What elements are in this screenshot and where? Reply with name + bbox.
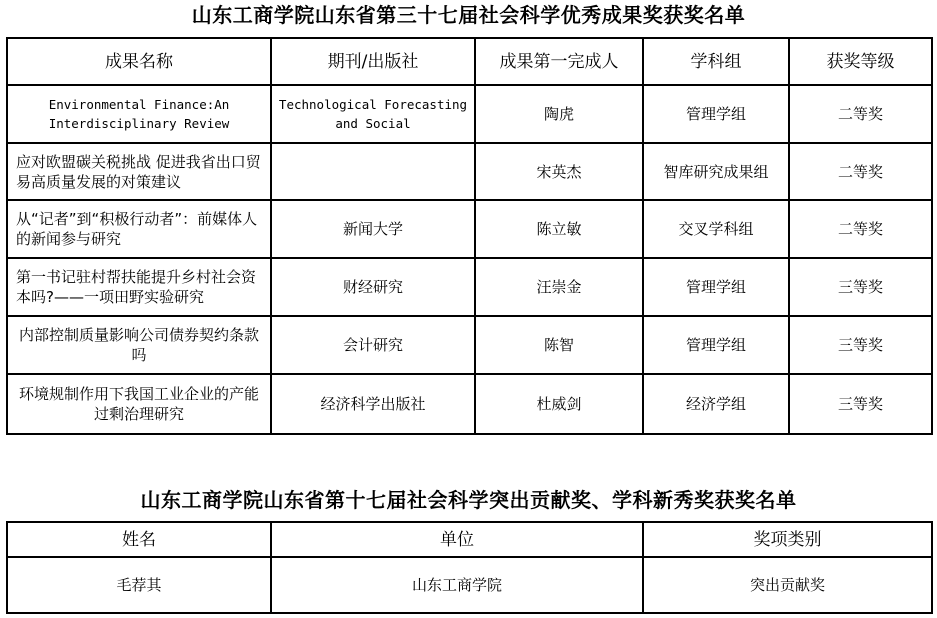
first-author-cell: 汪崇金 <box>475 258 643 316</box>
subject-group-cell: 管理学组 <box>643 316 789 374</box>
award-level-cell: 二等奖 <box>789 200 932 258</box>
table-row <box>7 200 932 258</box>
first-author-cell: 陈立敏 <box>475 200 643 258</box>
publisher-cell <box>271 143 475 200</box>
subject-group-cell: 交叉学科组 <box>643 200 789 258</box>
table-row <box>7 258 932 316</box>
table-header-row <box>7 522 932 557</box>
subject-group-cell: 经济学组 <box>643 374 789 434</box>
unit-cell: 山东工商学院 <box>271 557 643 613</box>
award-category-cell: 突出贡献奖 <box>643 557 932 613</box>
publisher-cell: 经济科学出版社 <box>271 374 475 434</box>
award-level-cell: 二等奖 <box>789 85 932 143</box>
result-name-cell: 内部控制质量影响公司债券契约条款吗 <box>7 316 271 374</box>
result-name-cell: 第一书记驻村帮扶能提升乡村社会资本吗?——一项田野实验研究 <box>7 258 271 316</box>
table-row <box>7 374 932 434</box>
table-row <box>7 143 932 200</box>
award-level-cell: 三等奖 <box>789 258 932 316</box>
person-name-cell: 毛荐其 <box>7 557 271 613</box>
subject-group-cell: 管理学组 <box>643 258 789 316</box>
column-header-unit: 单位 <box>271 522 643 557</box>
table-row <box>7 85 932 143</box>
table-row <box>7 557 932 613</box>
column-header-award-level: 获奖等级 <box>789 38 932 85</box>
subject-group-cell: 管理学组 <box>643 85 789 143</box>
result-name-cell: 应对欧盟碳关税挑战 促进我省出口贸易高质量发展的对策建议 <box>7 143 271 200</box>
result-name-cell: 从“记者”到“积极行动者”：前媒体人的新闻参与研究 <box>7 200 271 258</box>
award-level-cell: 二等奖 <box>789 143 932 200</box>
publisher-cell: 新闻大学 <box>271 200 475 258</box>
award-list-title-social-science-outstanding-results: 山东工商学院山东省第三十七届社会科学优秀成果奖获奖名单 <box>191 3 746 27</box>
column-header-award-category: 奖项类别 <box>643 522 932 557</box>
column-header-subject-group: 学科组 <box>643 38 789 85</box>
column-header-result-name: 成果名称 <box>7 38 271 85</box>
table-row <box>7 316 932 374</box>
contribution-award-table <box>6 521 933 614</box>
subject-group-cell: 智库研究成果组 <box>643 143 789 200</box>
first-author-cell: 陈智 <box>475 316 643 374</box>
first-author-cell: 杜威剑 <box>475 374 643 434</box>
outstanding-results-award-table <box>6 37 933 435</box>
publisher-cell: 会计研究 <box>271 316 475 374</box>
first-author-cell: 陶虎 <box>475 85 643 143</box>
first-author-cell: 宋英杰 <box>475 143 643 200</box>
column-header-first-author: 成果第一完成人 <box>475 38 643 85</box>
result-name-cell: 环境规制作用下我国工业企业的产能过剩治理研究 <box>7 374 271 434</box>
column-header-name: 姓名 <box>7 522 271 557</box>
column-header-publisher: 期刊/出版社 <box>271 38 475 85</box>
award-list-title-contribution-and-newcomer: 山东工商学院山东省第十七届社会科学突出贡献奖、学科新秀奖获奖名单 <box>140 488 797 512</box>
award-level-cell: 三等奖 <box>789 316 932 374</box>
result-name-cell: Environmental Finance:An Interdisciplinary Review <box>7 85 271 143</box>
publisher-cell: Technological Forecasting and Social <box>271 85 475 143</box>
publisher-cell: 财经研究 <box>271 258 475 316</box>
award-level-cell: 三等奖 <box>789 374 932 434</box>
table-header-row <box>7 38 932 85</box>
